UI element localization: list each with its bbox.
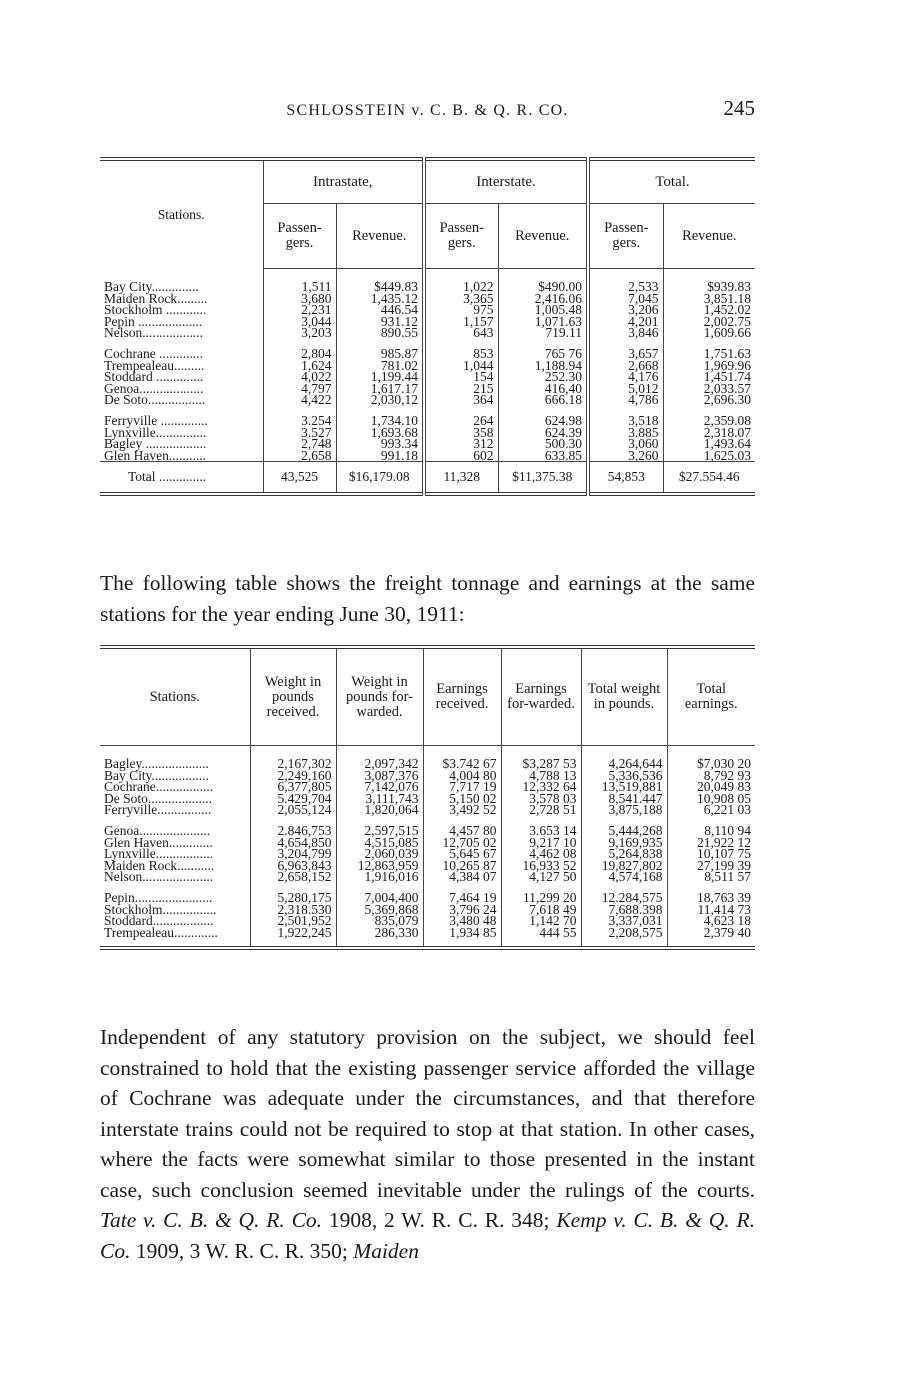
station-name: Pepin....................... [100, 892, 250, 904]
table-cell: 2,249,160 [250, 770, 336, 782]
table-cell: 2,318.07 [703, 424, 751, 440]
table-cell: 1,922,245 [250, 927, 336, 949]
table-cell: 2,379 40 [703, 924, 751, 940]
table-cell: 27,199 39 [697, 857, 751, 873]
station-name: Stoddard.................. [100, 915, 250, 927]
table-cell: 3,578 03 [501, 793, 581, 805]
table-cell: 2,055,124 [250, 804, 336, 816]
table-cell: 2,167,302 [250, 746, 336, 770]
table-cell: 19,827,802 [581, 860, 667, 872]
table-cell: 624.98 [498, 415, 588, 427]
table-cell: 3,492 52 [423, 804, 501, 816]
table-cell: 416,40 [498, 383, 588, 395]
station-name: Maiden Rock........... [100, 860, 250, 872]
table-cell: 3,337,031 [581, 915, 667, 927]
table-cell: 3.885 [588, 427, 663, 439]
table-cell: 4,515,085 [336, 837, 423, 849]
citation-tate-ref: 1908, 2 W. R. C. R. 348; [322, 1208, 557, 1232]
table-cell: 12,332 64 [501, 781, 581, 793]
table-cell: 264 [424, 415, 498, 427]
table-cell: 4,457 80 [423, 825, 501, 837]
station-name: Genoa................... [100, 383, 263, 395]
table-cell: 2.846,753 [250, 825, 336, 837]
table-cell: 358 [424, 427, 498, 439]
table-cell: 3,204,799 [250, 848, 336, 860]
table-cell: 602 [424, 450, 498, 462]
earnings-received-header: Earnings received. [423, 647, 501, 746]
station-name: Stockholm ............ [100, 304, 263, 316]
table-cell: 765 76 [498, 348, 588, 360]
table-cell: 1,511 [263, 269, 336, 293]
station-name: Genoa..................... [100, 825, 250, 837]
table-cell: 12,705 02 [423, 837, 501, 849]
table-cell: 1,188.94 [498, 360, 588, 372]
table-cell: 5,645 67 [423, 848, 501, 860]
table-cell: 1,916,016 [336, 871, 423, 883]
page-header [100, 96, 755, 126]
table-cell: 1,493.64 [703, 436, 751, 452]
total-cell: 54,853 [588, 462, 663, 495]
total-cell: $11,375.38 [498, 462, 588, 495]
table-cell: 8,792 93 [703, 767, 751, 783]
table-row [100, 804, 755, 816]
citation-kemp-ref: 1909, 3 W. R. C. R. 350; [130, 1238, 354, 1263]
table-cell: 11,414 73 [697, 901, 751, 917]
freight-stations-header: Stations. [100, 647, 250, 746]
table-cell: 286,330 [336, 927, 423, 949]
table-cell: 1,609.66 [703, 325, 751, 341]
table-cell: 2,208,575 [581, 927, 667, 949]
table-cell: 4,623 18 [703, 913, 751, 929]
running-title: SCHLOSSTEIN v. C. B. & Q. R. CO. [286, 102, 569, 119]
total-cell: $27.554.46 [663, 462, 755, 495]
station-name: Trempealeau......... [100, 360, 263, 372]
table-cell: 1,624 [263, 360, 336, 372]
total-revenue-header: Revenue. [663, 204, 755, 269]
table-cell: 853 [424, 348, 498, 360]
table-row [100, 927, 755, 949]
station-name: Stockholm................ [100, 904, 250, 916]
table-cell: 11,299 20 [501, 892, 581, 904]
table-cell: 3.653 14 [501, 825, 581, 837]
table-cell: 1,969.96 [703, 357, 751, 373]
table-cell: 7,464 19 [423, 892, 501, 904]
table-cell: 666.18 [498, 394, 588, 406]
table-cell: 4,786 [588, 394, 663, 406]
table-cell: 1,751.63 [703, 345, 751, 361]
table-row [100, 269, 755, 293]
table-cell: 1,157 [424, 316, 498, 328]
table-cell: 500.30 [498, 438, 588, 450]
table-cell: 1,435.12 [336, 293, 424, 305]
table-cell: 1,451.74 [703, 369, 751, 385]
table-cell: 6,377,805 [250, 781, 336, 793]
citation-tate: Tate v. C. B. & Q. R. Co. [100, 1208, 323, 1232]
table-cell: 993.34 [336, 438, 424, 450]
table-cell: 4,004 80 [423, 770, 501, 782]
station-name: De Soto................... [100, 793, 250, 805]
table-cell: 3,518 [588, 415, 663, 427]
station-name: Bagley.................... [100, 746, 250, 770]
table-cell: 13,519,881 [581, 781, 667, 793]
table-cell: 624.39 [498, 427, 588, 439]
table-cell: 2,668 [588, 360, 663, 372]
table-cell: 4,788 13 [501, 770, 581, 782]
table-cell: 2,696.30 [703, 392, 751, 408]
table-cell: 8,541.447 [581, 793, 667, 805]
table-cell: 2,030,12 [336, 394, 424, 406]
station-name: Ferryville .............. [100, 415, 263, 427]
total-cell: 43,525 [263, 462, 336, 495]
freight-table-body [100, 746, 755, 949]
table-cell: 991.18 [336, 450, 424, 462]
table-cell: 7,004,400 [336, 892, 423, 904]
intrastate-revenue-header: Revenue. [336, 204, 424, 269]
table-cell: 154 [424, 371, 498, 383]
table-cell: $3,287 53 [501, 746, 581, 770]
table-cell: 1,199.44 [336, 371, 424, 383]
table-cell: $7,030 20 [697, 756, 751, 771]
interstate-passengers-header: Passen-gers. [424, 204, 498, 269]
table-cell: 643 [424, 327, 498, 339]
table-cell: 2,804 [263, 348, 336, 360]
table-cell: 3,260 [588, 450, 663, 462]
table-cell: 12.284,575 [581, 892, 667, 904]
interstate-revenue-header: Revenue. [498, 204, 588, 269]
table-cell: 2,231 [263, 304, 336, 316]
total-header: Total. [588, 159, 755, 204]
table-cell: 4,574,168 [581, 871, 667, 883]
table-cell: 8,511 57 [704, 869, 751, 885]
station-name: Lynxville............... [100, 427, 263, 439]
table-cell: 252.30 [498, 371, 588, 383]
table-cell: 10,107 75 [697, 846, 751, 862]
table-cell: 4,176 [588, 371, 663, 383]
table-cell: 3,851.18 [703, 290, 751, 306]
table-cell: 10,908 05 [697, 790, 751, 806]
table-cell: 719.11 [498, 327, 588, 339]
table-cell: 5,369,868 [336, 904, 423, 916]
table-cell: 1,022 [424, 269, 498, 293]
table-cell: 1,820,064 [336, 804, 423, 816]
station-name: Cochrane................. [100, 781, 250, 793]
table-cell: 3,365 [424, 293, 498, 305]
table-cell: 4,422 [263, 394, 336, 406]
passenger-revenue-table [100, 157, 755, 496]
table-cell: 4,264,644 [581, 746, 667, 770]
weight-received-header: Weight in pounds received. [250, 647, 336, 746]
table-cell: 18,763 39 [697, 889, 751, 905]
intro-paragraph: The following table shows the freight tonnage and earnings at the same stations for the year ending June 30, 1911: [100, 571, 755, 626]
station-name: Maiden Rock......... [100, 293, 263, 305]
table-cell: 9,217 10 [501, 837, 581, 849]
table-cell: 5,264,838 [581, 848, 667, 860]
table-cell: 1,044 [424, 360, 498, 372]
table-cell: 8,110 94 [704, 822, 751, 838]
station-name: Nelson.................. [100, 327, 263, 339]
station-name: Glen Haven........... [100, 450, 263, 462]
table-cell: 1,452.02 [703, 302, 751, 318]
table-cell: 364 [424, 394, 498, 406]
earnings-forwarded-header: Earnings for-warded. [501, 647, 581, 746]
table-cell: 3,111,743 [336, 793, 423, 805]
table-cell: $939.83 [707, 279, 751, 294]
table-cell: $449.83 [336, 269, 424, 293]
citation-kemp: Kemp v. C. B. & Q. R. Co. [100, 1208, 755, 1263]
table-cell: $3.742 67 [423, 746, 501, 770]
table-cell: 4,654,850 [250, 837, 336, 849]
table-cell: 781.02 [336, 360, 424, 372]
station-name: Stoddard .............. [100, 371, 263, 383]
passenger-table-body [100, 269, 755, 495]
station-name: Cochrane ............. [100, 348, 263, 360]
citation-maiden: Maiden [353, 1238, 419, 1263]
table-cell: 1,617.17 [336, 383, 424, 395]
stations-header: Stations. [100, 159, 263, 269]
table-cell: 3,796 24 [423, 904, 501, 916]
intrastate-header: Intrastate, [263, 159, 424, 204]
table-cell: 4,384 07 [423, 871, 501, 883]
table-cell: 3,206 [588, 304, 663, 316]
table-cell: 6,221 03 [703, 802, 751, 818]
table-cell: 985.87 [336, 348, 424, 360]
table-cell: 4,201 [588, 316, 663, 328]
table-cell: 3,203 [263, 327, 336, 339]
station-name: Trempealeau............. [100, 927, 250, 949]
table-cell: 1,142 70 [501, 915, 581, 927]
intrastate-passengers-header: Passen-gers. [263, 204, 336, 269]
table-row [100, 871, 755, 883]
table-cell: 2,359.08 [703, 412, 751, 428]
table-cell: 3.527 [263, 427, 336, 439]
table-cell: 2,002.75 [703, 313, 751, 329]
table-cell: 7,618 49 [501, 904, 581, 916]
table-cell: 2,658,152 [250, 871, 336, 883]
table-cell: 4,797 [263, 383, 336, 395]
table-cell: 4,127 50 [501, 871, 581, 883]
table-cell: 20,049 83 [697, 779, 751, 795]
table-row [100, 450, 755, 462]
table-cell: 835,079 [336, 915, 423, 927]
table-cell: 1,071.63 [498, 316, 588, 328]
table-cell: 2,533 [588, 269, 663, 293]
total-passengers-header: Passen-gers. [588, 204, 663, 269]
station-name: Pepin ................... [100, 316, 263, 328]
station-name: Bagley .................. [100, 438, 263, 450]
table-cell: 4,022 [263, 371, 336, 383]
table-cell: 1,734.10 [336, 415, 424, 427]
table-cell: $490.00 [498, 269, 588, 293]
table-cell: 2,097,342 [336, 746, 423, 770]
table-cell: 3,657 [588, 348, 663, 360]
table-cell: 4,462 08 [501, 848, 581, 860]
table-cell: 975 [424, 304, 498, 316]
page-number: 245 [723, 96, 755, 120]
total-weight-header: Total weight in pounds. [581, 647, 667, 746]
total-cell: $16,179.08 [336, 462, 424, 495]
table-cell: 2,060,039 [336, 848, 423, 860]
total-earnings-header: Total earnings. [667, 647, 755, 746]
table-cell: 3,087,376 [336, 770, 423, 782]
table-cell: 2,501,952 [250, 915, 336, 927]
table-cell: 2,728 51 [501, 804, 581, 816]
table-cell: 890.55 [336, 327, 424, 339]
table-cell: 7,045 [588, 293, 663, 305]
table-cell: 5,336,536 [581, 770, 667, 782]
total-label: Total .............. [100, 462, 263, 495]
station-name: Nelson..................... [100, 871, 250, 883]
table-row [100, 327, 755, 339]
body-paragraph [100, 1022, 755, 1266]
table-cell: 2,318.530 [250, 904, 336, 916]
table-cell: 633.85 [498, 450, 588, 462]
station-name: Glen Haven............. [100, 837, 250, 849]
table-cell: 3,480 48 [423, 915, 501, 927]
table-cell: 10,265 87 [423, 860, 501, 872]
total-cell: 11,328 [424, 462, 498, 495]
station-name: Bay City.............. [100, 269, 263, 293]
table-cell: 1,005.48 [498, 304, 588, 316]
interstate-header: Interstate. [424, 159, 588, 204]
table-cell: 2,658 [263, 450, 336, 462]
table-cell: 16,933 52 [501, 860, 581, 872]
table-cell: 2,748 [263, 438, 336, 450]
table-cell: 5,444,268 [581, 825, 667, 837]
table-cell: 5,280,175 [250, 892, 336, 904]
table-cell: 3,044 [263, 316, 336, 328]
table-row [100, 746, 755, 770]
station-name: Ferryville................ [100, 804, 250, 816]
table-cell: 5.429,704 [250, 793, 336, 805]
station-name: Bay City................. [100, 770, 250, 782]
table-cell: 12,863,959 [336, 860, 423, 872]
table-cell: 7,142,076 [336, 781, 423, 793]
table-cell: 444 55 [501, 927, 581, 949]
table-cell: 3,875,188 [581, 804, 667, 816]
station-name: De Soto................. [100, 394, 263, 406]
table-cell: 446.54 [336, 304, 424, 316]
table-cell: 7,717 19 [423, 781, 501, 793]
table-cell: 21,922 12 [697, 834, 751, 850]
table-cell: 7,688.398 [581, 904, 667, 916]
table-cell: 2,597,515 [336, 825, 423, 837]
table-cell: 5,012 [588, 383, 663, 395]
table-cell: 3,680 [263, 293, 336, 305]
table-cell: 6,963,843 [250, 860, 336, 872]
table-cell: 3,060 [588, 438, 663, 450]
table-cell: 1,693.68 [336, 427, 424, 439]
freight-tonnage-table [100, 645, 755, 950]
table-cell: 9,169,935 [581, 837, 667, 849]
table-cell: 3,846 [588, 327, 663, 339]
table-cell: 5,150 02 [423, 793, 501, 805]
table-cell: 2,416.06 [498, 293, 588, 305]
table-cell: 3.254 [263, 415, 336, 427]
table-row [100, 394, 755, 406]
station-name: Lynxville................. [100, 848, 250, 860]
body-text: Independent of any statutory provision on the subject, we should feel constrained to hold that the existing passenger service afforded the village of Cochrane was adequate under the circumstances, and that therefore interstate trains could not be required to stop at that station. In other cases, where the facts were somewhat similar to those presented in the instant case, such conclusion seemed inevitable under the rulings of the courts. [100, 1025, 755, 1202]
table-cell: 312 [424, 438, 498, 450]
table-cell: 1,934 85 [423, 927, 501, 949]
table-cell: 1,625.03 [703, 447, 751, 463]
table-cell: 2,033.57 [703, 380, 751, 396]
table-cell: 931.12 [336, 316, 424, 328]
total-row [100, 462, 755, 495]
table-cell: 215 [424, 383, 498, 395]
weight-forwarded-header: Weight in pounds for-warded. [336, 647, 423, 746]
